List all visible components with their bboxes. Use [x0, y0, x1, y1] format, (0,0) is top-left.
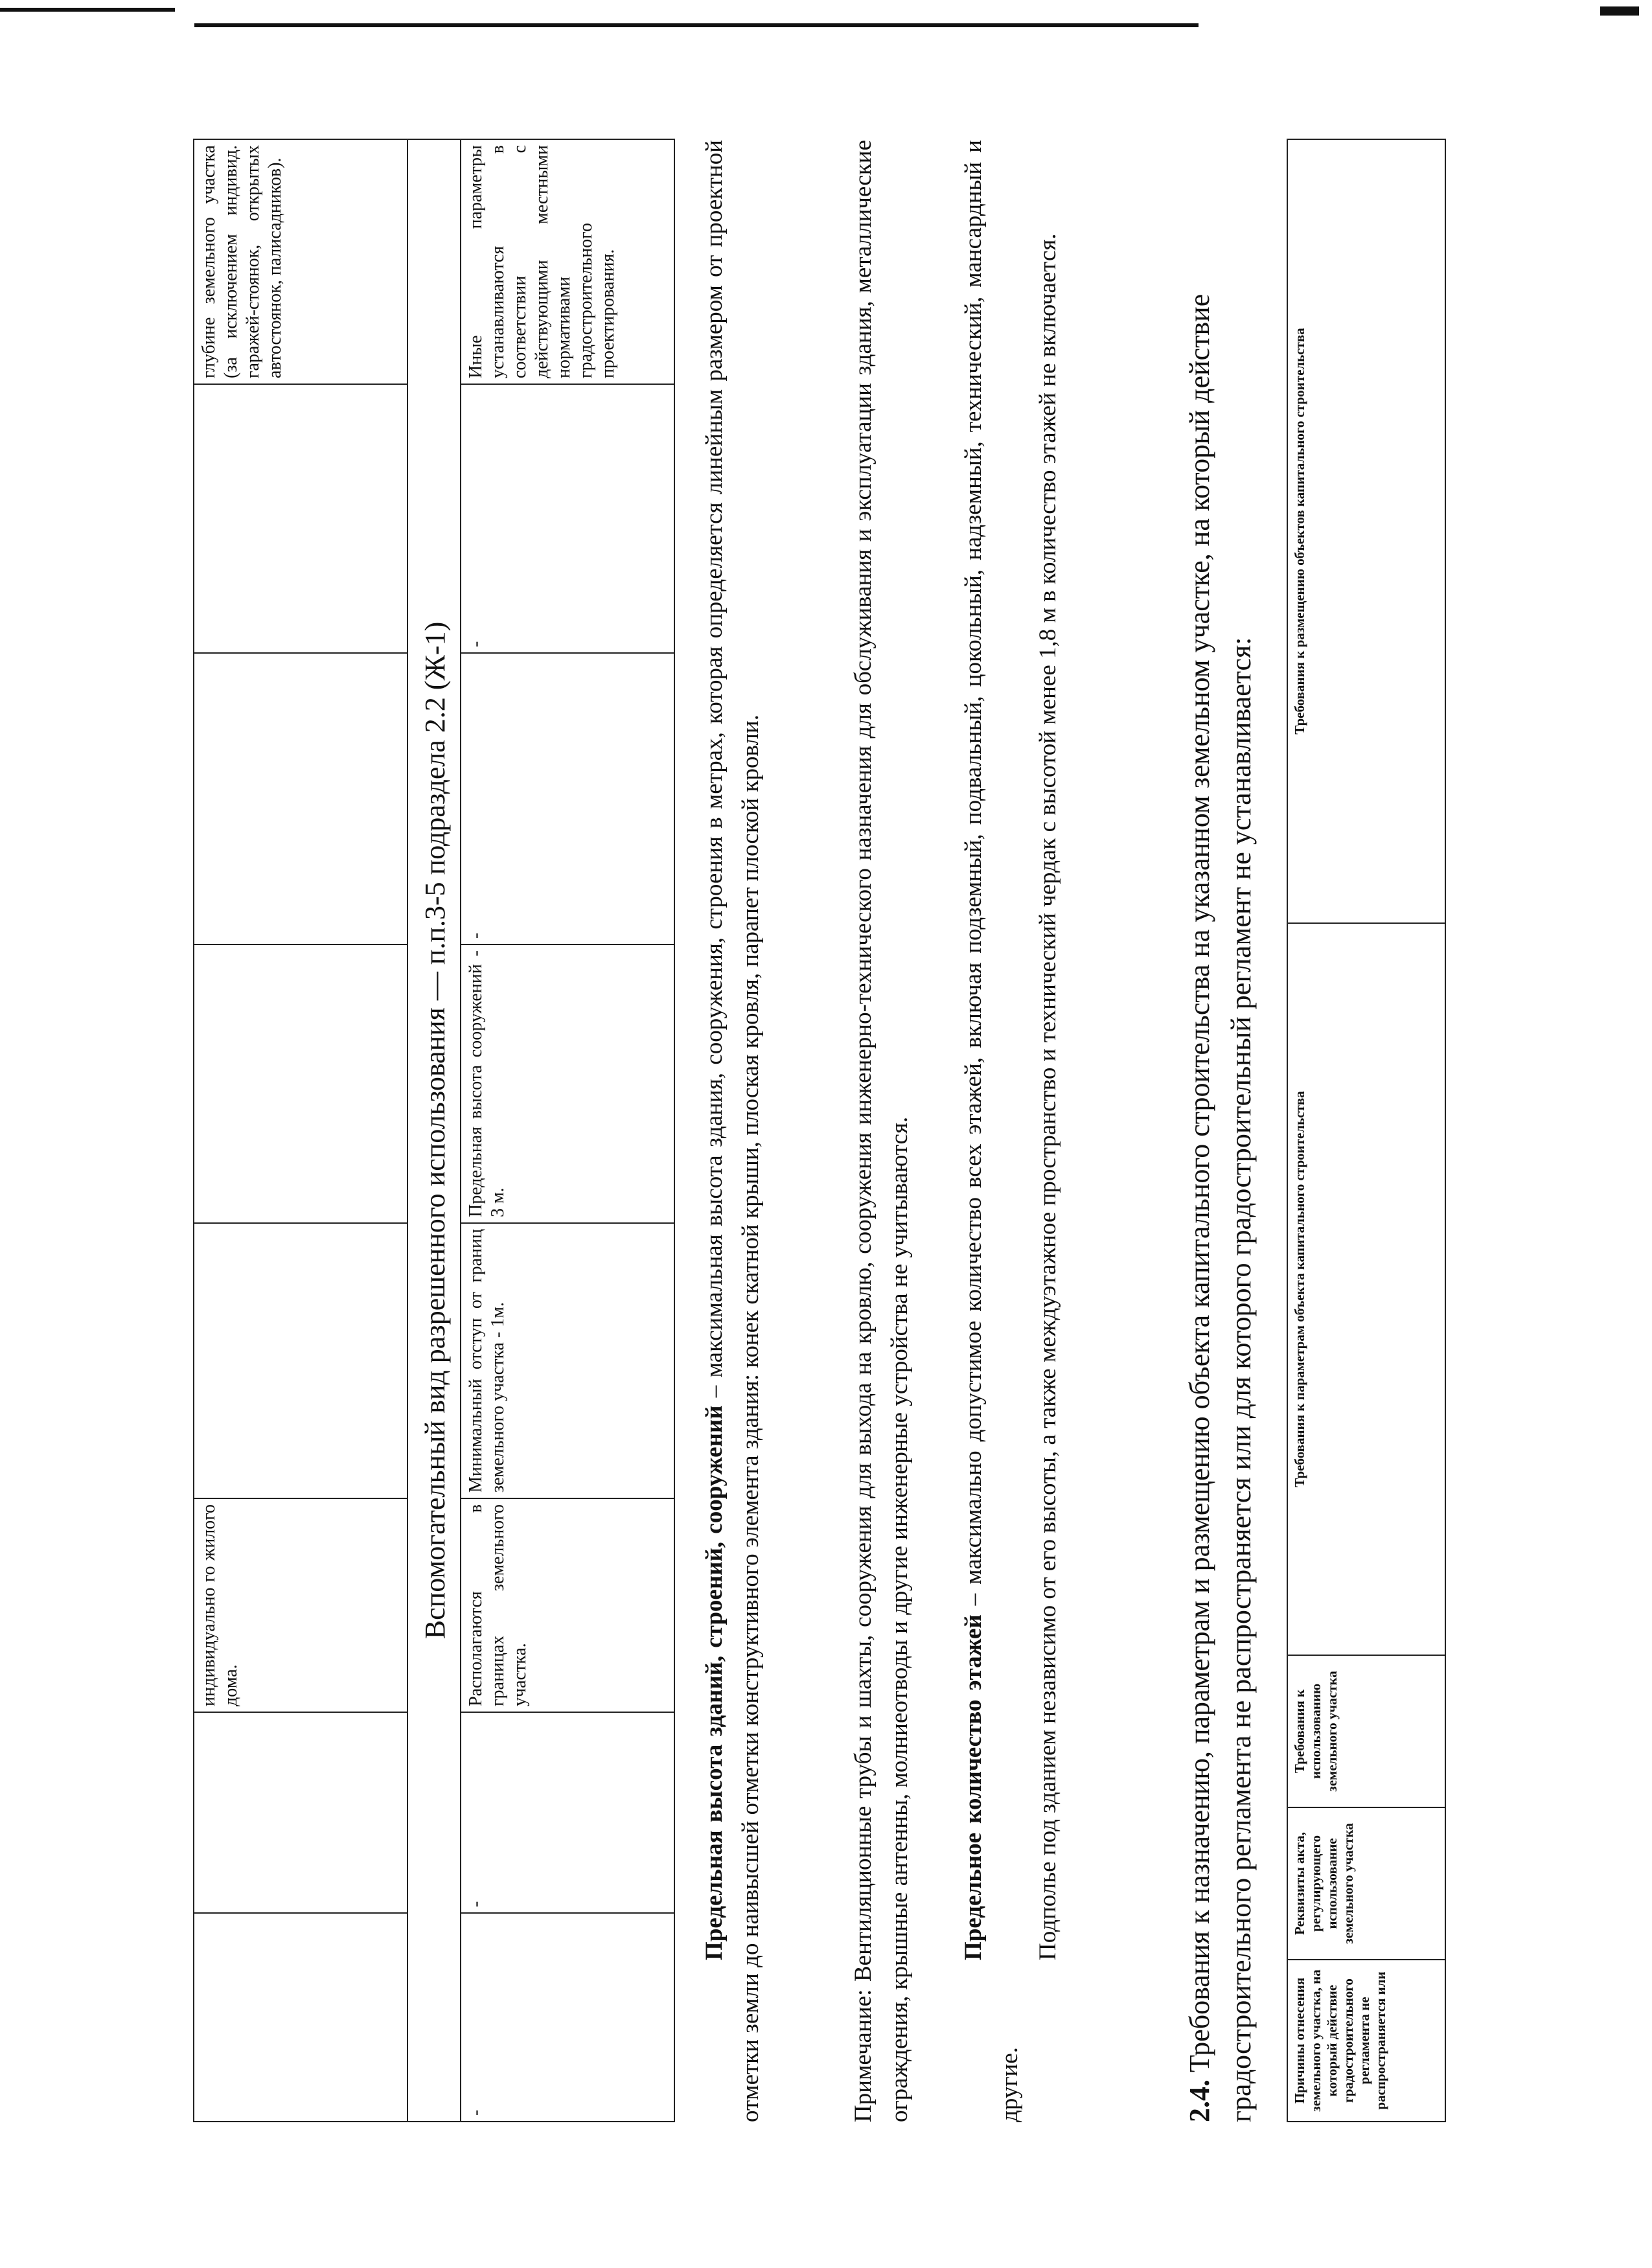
- max-height-paragraph: [696, 140, 769, 2122]
- table-cell: [194, 1223, 407, 1498]
- header-cell: Требования к размещению объектов капитального строительства: [1287, 139, 1445, 923]
- table-row: [461, 139, 674, 2122]
- table-cell: [194, 1712, 407, 1913]
- zoning-table: [193, 139, 675, 2122]
- header-cell: Причины отнесения земельного участка, на который действие градостроительного регламента не распространяется или: [1287, 1960, 1445, 2122]
- table-cell: Предельная высота сооружений - 3 м.: [461, 945, 674, 1223]
- floors-definition: – максимально допустимое количество всех этажей, включая подземный, подвальный, цокольный, надземный, технический, мансардный и другие.: [960, 140, 1023, 2122]
- table-cell: Располагаются в границах земельного участка.: [461, 1498, 674, 1712]
- table-cell: [194, 1913, 407, 2122]
- section-2-4-heading: [1179, 140, 1262, 2122]
- note-paragraph: Примечание: Вентиляционные трубы и шахты, сооружения для выхода на кровлю, сооружения инженерно-технического назначения для обслуживания и эксплуатации здания, металлические ограждения, крышные антенны, молниеотводы и другие инженерные устройства не учитываются.: [850, 140, 913, 2122]
- table-cell: [194, 945, 407, 1223]
- header-cell: Требования к использованию земельного участка: [1287, 1655, 1445, 1807]
- max-height-term: Предельная высота зданий, строений, сооружений: [701, 1405, 728, 1960]
- table-section-row: [407, 139, 461, 2122]
- section-number: 2.4.: [1184, 2079, 1215, 2122]
- header-cell: Требования к параметрам объекта капитального строительства: [1287, 923, 1445, 1655]
- table-row: [194, 139, 407, 2122]
- table-cell: [194, 653, 407, 945]
- floors-paragraph: [956, 140, 1028, 2122]
- table-cell: Иные параметры устанавливаются в соответствии с действующими местными нормативами градостроительного проектирования.: [461, 139, 674, 384]
- table-cell: Минимальный отступ от границ земельного участка - 1м.: [461, 1223, 674, 1498]
- table-cell: -: [461, 384, 674, 653]
- table-cell: индивидуально го жилого дома.: [194, 1498, 407, 1712]
- table-cell: глубине земельного участка (за исключением индивид. гаражей-стоянок, открытых автостоянок, палисадников).: [194, 139, 407, 384]
- section-title: Вспомогательный вид разрешенного использования — п.п.3-5 подраздела 2.2 (Ж-1): [407, 139, 461, 2122]
- requirements-table: [1287, 139, 1446, 2122]
- max-height-definition: – максимальная высота здания, сооружения, строения в метрах, которая определяется линейным размером от проектной отметки земли до наивысшей отметки конструктивного элемента здания: конек скатной крыши, плоская кровля, парапет плоской кровли.: [701, 139, 764, 2122]
- table-cell: [194, 384, 407, 653]
- table-header-row: [1287, 139, 1445, 2122]
- header-cell: Реквизиты акта, регулирующего использование земельного участка: [1287, 1807, 1445, 1960]
- table-cell: -: [461, 1712, 674, 1913]
- table-cell: -: [461, 653, 674, 945]
- section-text: Требования к назначению, параметрам и размещению объекта капитального строительства на указанном земельном участке, на который действие градостроительного регламента не распространяется или для которого градостроительный регламент не устанавливается:: [1184, 293, 1257, 2122]
- underfloor-paragraph: Подполье под зданием независимо от его высоты, а также междуэтажное пространство и технический чердак с высотой менее 1,8 м в количество этажей не включается.: [1035, 233, 1061, 1960]
- table-cell: -: [461, 1913, 674, 2122]
- floors-term: Предельное количество этажей: [960, 1614, 987, 1960]
